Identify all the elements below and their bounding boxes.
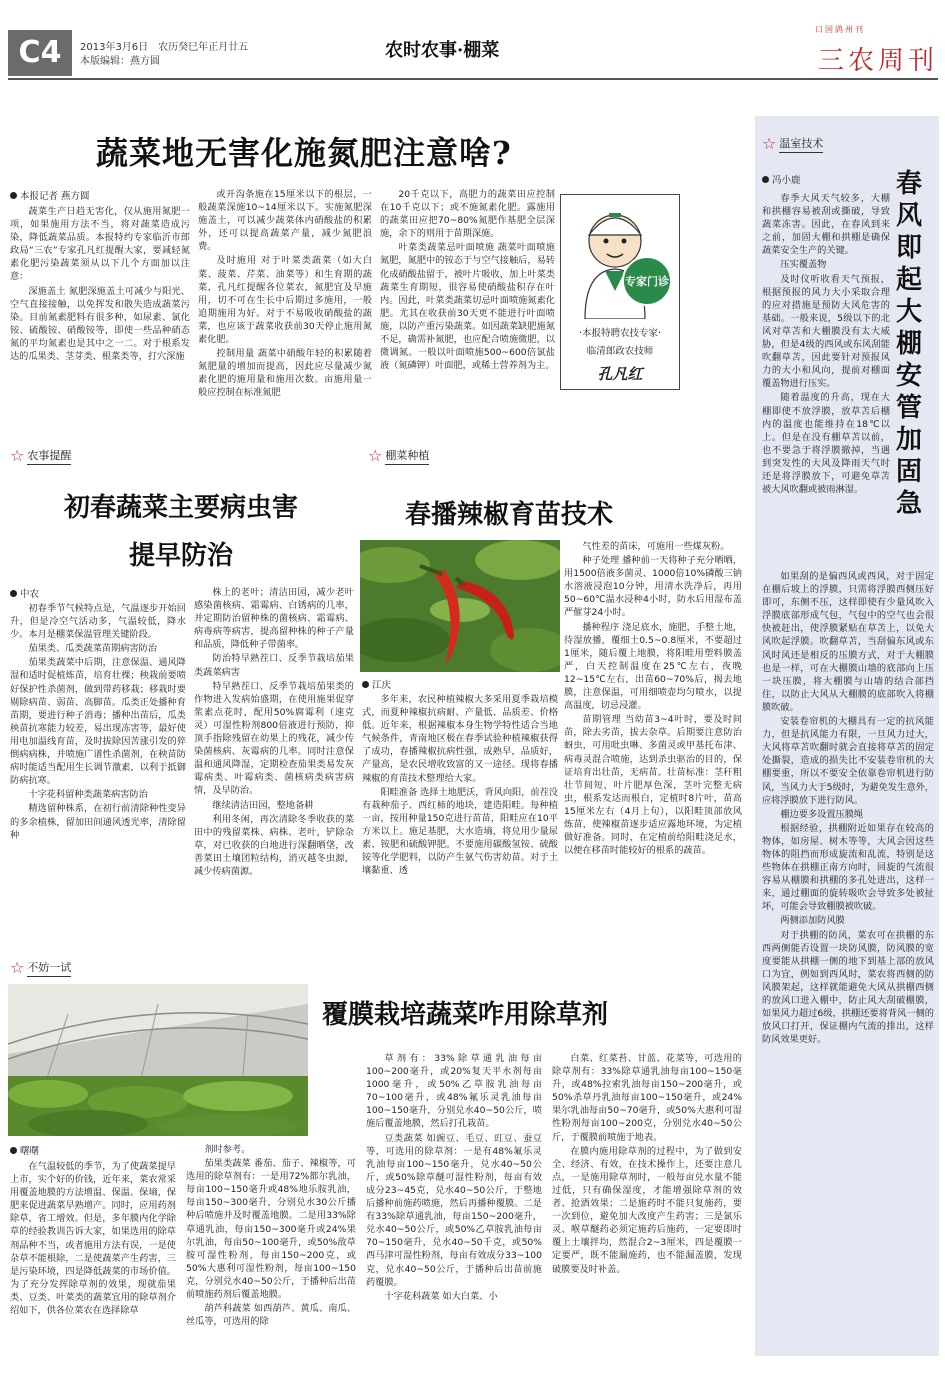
paragraph: 十字花科蔬菜 如大白菜、小 — [384, 1290, 498, 1302]
star-icon: ☆ — [762, 134, 777, 153]
greenhouse-photo — [8, 984, 308, 1136]
greenhouse-vegetables-image — [8, 984, 308, 1136]
film-column-1 — [10, 1160, 176, 1360]
paragraph: 随着温度的升高，现在大棚即使不放浮膜，放草苫后棚内的温度也能维持在18℃以上。但是在没有棚草苫以前，也不要急于将浮膜撤掉，当遇到突发性的大风及降雨天气时还是将浮膜放下，可避免草苫被大风吹翻或被雨淋湿。 — [762, 392, 890, 496]
page-number: C4 — [8, 30, 72, 76]
paragraph: 茄果类蔬菜中后期，注意保温、通风降湿和适时促植炼苗，培育壮棵；秧栽前要喷好保护性杀菌剂，做到带药移栽；移栽时要剔除病苗、弱苗、高脚苗。瓜类正处播种育苗期，要进行种子消毒；播种出苗后，瓜类秧苗抗寒能力较差，易出现冻害等，最好使用电加温线育苗，及时拔除因苦涨引发的猝倒病病株，并喷施广谱性杀菌剂，在秧苗防病时能适当配用生长调节激素，以利于抵御防病抗寒。 — [10, 657, 186, 787]
section-label-greenhouse-tech: ☆ 温室技术 — [762, 134, 824, 153]
paragraph: 叶菜类蔬菜忌叶面喷施 蔬菜叶面喷施氮肥，氮肥中的铵态于与空气接触后，易转化成硝酸盐留于，被叶片吸收，加上叶菜类蔬菜生育期短，很容易使硝酸盐积存在叶内。因此，叶菜类蔬菜切忌叶面喷施氮素化肥。尤其在收获前30天更不能进行叶面喷施，以防产重污染蔬菜。如因蔬菜缺肥施氮不足，确需补氮肥，也应配合喷施微肥，以微调氮。一般以叶面喷施500~600倍氯盐液（氮磷钾）叶面肥，或稀土营养剂为主。 — [380, 242, 555, 372]
paragraph: 安装卷帘机的大棚具有一定的抗风能力，但是抗风能力有限，一旦风力过大，大风将草苫吹翻时就会直接将草苫的固定处撕裂，造成的损失比不安装卷帘机的大棚要重，所以不要安全依靠卷帘机进行防风，当风力大于5级时，为避免发生意外，应将浮膜放下进行防风。 — [762, 716, 934, 806]
expert-clinic-box — [560, 194, 680, 390]
paragraph: 株上的老叶；清洁田园，减少老叶感染菌核病、霜霉病、白锈病的几率，并定期防治留种株的菌核病、霜霉病、病毒病等病害，提高留种株的种子产量和品质，降低种子带菌率。 — [194, 587, 354, 651]
paragraph: 种子处理 播种前一天将种子充分晒晒，用1500倍液多菌灵、1000倍10%磷酸三钠水溶液浸泡10分钟，用清水洗净后，再用50~60℃温水浸种4小时，防水后用湿布盖严催芽24小时。 — [564, 555, 742, 619]
sidebar-author: 冯小鹿 — [762, 172, 801, 186]
paragraph: 阳畦准备 选择土地肥沃，背风向阳，前茬没有栽种茄子、西红柿的地块，建造阳畦。每种植一亩，按用种量150克进行苗苗，阳畦应在10平方米以上。施足基肥，大水造墒，将兑用少量尿素、铵肥和硫酸钾肥。不要施用碳酸氢铵、硫酸铵等化学肥料，以防产生氨气伤害幼苗。对于土壤黏重、透 — [362, 786, 558, 877]
pest-author: 中农 — [10, 586, 39, 600]
fertilizer-column-3 — [380, 188, 555, 414]
paragraph: 精选留种株系，在初行前清除种性变异的多余植株，留加田间通风透光率，清除留种 — [10, 803, 186, 841]
paragraph: 防治特早熟茬口、反季节栽培茄果类蔬菜病害 — [194, 653, 354, 678]
paragraph: 利用冬闲，再次清除冬季收获的菜田中的残留菜株、病株、老叶，铲除杂草，对已收获的白地进行深翻晒垡，改善菜田土壤团粒结构，消灭越冬虫源，减少传病菌源。 — [194, 813, 354, 877]
issue-date: 2013年3月6日 农历癸巳年正月廿五 — [80, 42, 249, 53]
pepper-column-2 — [564, 540, 742, 947]
paragraph: 豆类蔬菜 如豌豆、毛豆、豇豆、蚕豆等，可选用的除草剂：一是有48%氟乐灵乳油每亩100~150毫升，兑水40~50公斤，或50%除草醚可湿性粉剂，每亩有效成分23~45克，兑水40~50公斤，于整地后播种前施药喷施，然后再播种覆膜。二是有33%除草通乳油，每亩150~200毫升，兑水40~50公斤，或50%乙草胺乳油每亩70~150毫升，兑水40~50千克，或50%西马津可湿性粉剂，每亩有效成分33~100克，兑水40~50公斤，于播种后出苗前施药覆膜。 — [366, 1132, 542, 1288]
expert-signature: 孔凡红 — [597, 365, 643, 383]
film-column-2 — [186, 1143, 356, 1360]
pepper-author: 江庆 — [362, 677, 391, 691]
bullet-icon — [362, 681, 369, 688]
chili-pepper-image — [360, 540, 560, 672]
paragraph: 气性差的苗床，可施用一些煤灰粉。 — [582, 541, 730, 552]
expert-caption: ·本报特聘农技专家· — [578, 328, 662, 339]
paragraph: 继续清洁田园，整地备耕 — [212, 799, 314, 811]
paragraph: 播种程序 浇足底水，施肥，手整土地，待湿放播，覆细土0.5~0.8厘米，不要超过1厘米，随后覆上地膜，将阳畦用塑料膜盖严，白天控制温度在25℃左右，夜晚12~15℃左右，出苗60~70%后，揭去地膜，注意保温，可用细喷壶均匀喷水，以提高温度，切忌浸灌。 — [564, 621, 742, 712]
paragraph: 如果刮的是偏西风或西风，对于固定在棚后坡上的浮膜，只需将浮膜西侧压好即可，东侧不压，这样即使有少量风吹入浮膜底部形成气包，气包中的空气也会很快被赶出，使浮膜紧贴在草苫上，以免大风吹起浮膜。吹翻草苫，当刮偏东风或东风时风还是相反的压膜方式，对于大棚膜也是一样，可在大棚膜山墙的底部向上压一块压膜，将大棚膜与山墙的结合部挡住，以防止大风从大棚膜的底部吹入将棚膜吹破。 — [762, 571, 934, 713]
sidebar-vertical-headline: 春风即起 大棚安管加固急 — [896, 169, 923, 519]
paragraph: 葫芦科蔬菜 如西葫芦、黄瓜、南瓜、丝瓜等，可选用的除 — [186, 1303, 356, 1328]
star-icon: ☆ — [10, 958, 25, 977]
paragraph: 初春季节气候特点是，气温逐步开始回升，但是冷空气活动多，气温较低，降水少。本月是棚菜保温管理关键阶段。 — [10, 603, 186, 641]
masthead — [0, 0, 945, 80]
paragraph: 棚边要多设置压膜绳 — [780, 808, 864, 820]
paragraph: 十字花科留种类蔬菜病害防治 — [28, 789, 148, 801]
brand-subtitle: 口国鹍州刊 — [815, 25, 865, 34]
paragraph: 对于拱棚的防风，菜农可在拱棚的东西两侧能否设置一块防风膜，防风膜的宽度要能从拱棚一侧的地下到基上部的放风口为宜，例如到西风时，菜农将西侧的防风膜架起，这样就能避免大风从拱棚西侧的放风口进入棚中，防止风大刮破棚膜，如果风力超过6级，拱棚还要将背风一侧的放风口打开，保证棚内气流的排出，这样防风效果更好。 — [762, 929, 934, 1046]
pepper-photo — [360, 540, 560, 672]
section-label-farm-reminder: ☆ 农事提醒 — [10, 446, 72, 465]
paragraph: 根据经验，拱棚附近如果存在较高的物体，如房屋、树木等等，大风会因这些物体的阻挡而形成旋流和乱流，特别是这些物体在拱棚正南方向时，回旋的气流很容易从棚膜和拱棚的多孔处进出，这样一来，通过棚面的旋转吸吹会导致多处被扯坏，可能会导致棚膜被吹破。 — [762, 822, 934, 913]
star-icon: ☆ — [368, 446, 383, 465]
paragraph: 在膜内施用除草剂的过程中，为了做到安全、经济、有效，在技术操作上，还要注意几点，一是施用除草剂时，一般每亩兑水量不能过低，只有确保湿度，才能增强除草剂的效者、抢酒效果；二是施药时不能只复施药，要一次到位，避免加大改度产生药害；三是氯乐灵、喉草醚药必须定施药后施药，一定要即时覆上土壤拌均，然混合2~3厘米，四是覆膜一定要严，既不能漏施药，也不能漏盖膜，发现破膜要及时补盖。 — [552, 1145, 742, 1275]
paragraph: 及时施用 对于叶菜类蔬菜（如大白菜、菠菜、芹菜、油菜等）和生育期的蔬菜，孔凡红提醒各位菜农，氮肥宜及早施用，切不可在生长中后期过多施用，一般追期施用为好。对于不易吸收硝酸盐的蔬菜，也应该于蔬菜收获前30天停止施用氮素化肥。 — [198, 255, 372, 346]
brand-logo: 三农周刊 — [818, 46, 939, 76]
fertilizer-column-2 — [198, 188, 372, 414]
pepper-column-1 — [362, 693, 558, 947]
section-title: 农时农事·棚菜 — [385, 40, 500, 61]
paragraph: 多年来，农民种植辣椒大多采用夏季栽培模式，而夏种辣椒抗病耐、产量低、品质差、价格低。近年来，根据辣椒本身生物学特性适合当地气候条件，青南地区极在春季试验种植辣椒获得了成功，春播辣椒抗病性强，成熟早，品质好，产量高，是农民增收致富的又一途径。现将春播辣椒的育苗技术整理给大家。 — [362, 694, 558, 784]
pepper-headline: 春播辣椒育苗技术 — [405, 500, 614, 530]
section-label-try-it: ☆ 不妨一试 — [10, 958, 72, 977]
paragraph: 苗期管理 当幼苗3~4叶时，要及时间苗，除去劣苗，拔去杂草。后期要注意防治蚜虫，可用吡虫啉、多菌灵或甲基托布津、病毒灵混合喷施，达到杀虫驱治的目的，保证培育出壮苗，无病苗。壮苗标准：茎秆粗壮节间短，叶片肥厚色深，茎叶完整无病虫，根系发达而根白，定植时8片叶，苗高15厘米左右（4月上旬），以阳畦顶部放风炼苗，使辣椒苗逐步适应露地环境，为定植做好准备。同时，在定植前给阳畦浇足水，以便在移苗时能较好的根系的蔬苗。 — [564, 714, 742, 857]
paragraph: 两侧添加防风膜 — [780, 915, 845, 927]
paragraph: 蔬菜生产日趋无害化，仅从施用氮肥一项，如果施用方法不当，将对蔬菜造成污染，降低蔬菜品质。本报特约专家临沂市郎政局“三农”专家孔凡红提醒大家，要减轻氮素化肥污染蔬菜须从以下几个方面加以注意： — [10, 206, 190, 283]
pest-column-2 — [194, 586, 354, 942]
bullet-icon — [762, 176, 769, 183]
paragraph: 草剂有：33%除草通乳油每亩100~200毫升，或20%复天平水剂每亩1000毫升，或50%乙草胺乳油每亩70~100毫升，或48%氟乐灵乳油每亩100~150毫升，分别兑水40~50公斤，喷施后覆盖地膜，然后打孔栽苗。 — [366, 1053, 542, 1130]
expert-doctor-icon — [565, 199, 675, 319]
pest-column-1 — [10, 602, 186, 942]
paragraph: 20千克以下，高肥力的蔬菜田应控制在10千克以下；或不施氮素化肥。露施用的蔬菜田应把70~80%氮肥作基肥全层深施，余下的则用于苗期深施。 — [380, 189, 555, 240]
paragraph: 茄果类蔬菜 番茄、茄子、辣椒等，可选用的除草剂有：一是用72%都尔乳油，每亩100~150毫升或48%地乐胺乳油，每亩150~300毫升，分别兑水30公斤播种后喷施并及时覆盖地膜。二是用33%除草通乳油，每亩150~300毫升或24%果尔乳油，每亩50~100毫升，或50%敌草胺可湿性粉剂，每亩150~200克，或50%大惠利可湿性粉剂，每亩100~150克，分别兑水40~50公斤，于播种后出苗前喷施药剂后覆盖地膜。 — [186, 1158, 356, 1301]
paragraph: 茄果类、瓜类蔬菜苗期病害防治 — [28, 643, 158, 655]
paragraph: 控制用量 蔬菜中硝酸年轻的积累随着氮肥量的增加而提高，因此应尽量减少氮素化肥的施用量和施用次数。亩施用量一般应控制在标准氮肥 — [198, 348, 372, 399]
sidebar-column-bottom — [762, 570, 934, 1350]
paragraph: 深施盖土 氮肥深施盖土可减少与阳光、空气直接接触，以免挥发和散失造成蔬菜污染。目前氮素肥料有很多种，如尿素、氯化铵、硫酸铵、硝酸铵等，即使一些品种硝态氮的平均氮素也是其中之一二。对于根系发达的瓜果类、茎芽类、根菜类等，打穴深施 — [10, 285, 190, 363]
film-author: 曙曙 — [10, 1143, 39, 1157]
bullet-icon — [10, 192, 17, 199]
paragraph: 白菜、红菜苔、甘蓝、花菜等，可选用的除草剂有：33%除草通乳油每亩100~150毫升，或48%拉索乳油每亩150~200毫升，或50%杀草丹乳油每亩100~150毫升，或24%果尔乳油每亩50~70毫升，或50%大惠利可湿性粉剂每亩100~200克，分别兑水40~50公斤，于覆膜前喷施于地表。 — [552, 1053, 742, 1143]
fertilizer-headline: 蔬菜地无害化施氮肥注意啥? — [96, 134, 512, 172]
paragraph: 或开沟条施在15厘米以下的根层，一般蔬菜深施10~14厘米以下。实施氮肥深施盖土，可以减少蔬菜体内硝酸盐的积累外，还可以提高蔬菜产量，减少氮肥浪费。 — [198, 189, 372, 253]
fertilizer-author: 本报记者 燕方圆 — [10, 188, 90, 202]
paragraph: 春季大风天气较多，大棚和拱棚容易被刮或撕破，导致蔬菜冻害。因此，在春风到来之前，加固大棚和拱棚是确保蔬菜安全生产的关键。 — [762, 193, 890, 257]
expert-title: 临清郎政农技师 — [586, 346, 654, 357]
paragraph: 特早熟茬口、反季节栽培茄果类的作物进入发病始盛期，在使用施果促穿浆素点花时，配用50%腐霉利（速克灵）可湿性粉剂800倍液进行预防，抑顶手指除残留在幼果上的残花，减少传染菌核病、灰霉病的几率。同时注意保温和通风降湿，定期检查茄果类易发灰霉病类、叶霉病类、菌核病类病害病情，及早防治。 — [194, 680, 354, 797]
page-editor: 本版编辑：燕方圆 — [80, 56, 160, 67]
expert-badge-text: 专家门诊 — [625, 275, 669, 288]
masthead-divider — [8, 78, 938, 80]
film-column-4 — [552, 1052, 742, 1360]
bullet-icon — [10, 590, 17, 597]
paragraph: 及时仪听收看天气预报，根据预报的风力大小采取合理的应对措施是预防大风危害的基础。一般来说，5级以下的北风对草苫和大棚膜没有太大威胁，但是4级的西风或东风刮能吹翻草苫，因此要针对预报风力的大小和风向，提前对棚面覆盖物进行压实。 — [762, 273, 890, 390]
film-column-3 — [366, 1052, 542, 1360]
fertilizer-column-1 — [10, 205, 190, 415]
paragraph: 压实覆盖物 — [780, 259, 827, 271]
pest-headline: 初春蔬菜主要病虫害 提早防治 — [63, 493, 298, 571]
sidebar-column-top — [762, 192, 890, 564]
star-icon: ☆ — [10, 446, 25, 465]
paragraph: 剂时参考。 — [204, 1144, 251, 1155]
bullet-icon — [10, 1147, 17, 1154]
section-label-greenhouse-planting: ☆ 棚菜种植 — [368, 446, 430, 465]
paragraph: 在气温较低的季节，为了使蔬菜提早上市，实个好的价钱，近年来，菜农常采用覆盖地膜的方法增温、保温、保墒，保肥来促进蔬菜早熟增产。同时，应用药剂除草，省工增效。但是，多年膜内化学除草的经验教训告诉大家，如果选用的除草剂品种不当，或者施用方法有误，一是使杂草不能根除，二是使蔬菜产生药害，三是污染环境，四是降低蔬菜的市场价值。为了充分发挥除草剂的效果，现就茄果类、豆类、叶菜类的蔬菜宜用的除草剂介绍如下，供各位菜农在选择除草 — [10, 1161, 176, 1317]
film-headline: 覆膜栽培蔬菜咋用除草剂 — [322, 1000, 609, 1030]
